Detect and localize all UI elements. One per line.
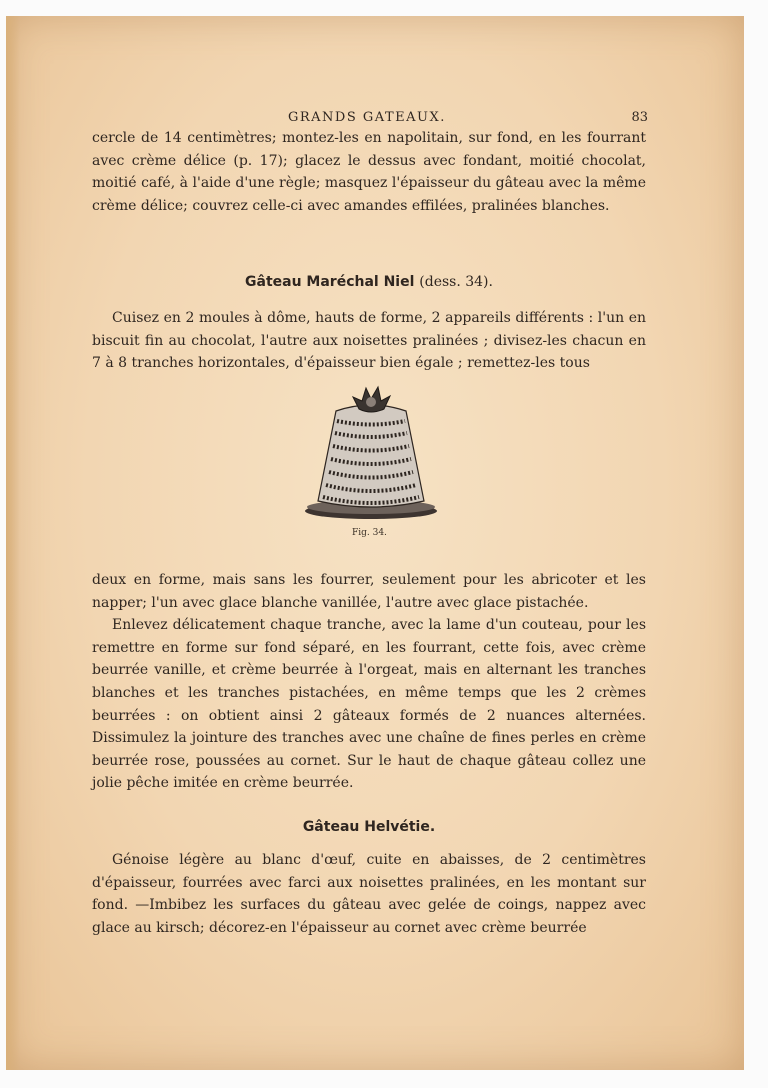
cake-illustration xyxy=(296,371,446,521)
section-heading-marechal-niel xyxy=(92,274,646,290)
marechal-niel-para-1 xyxy=(92,307,646,375)
paragraph: Cuisez en 2 moules à dôme, hauts de forme, 2 appareils différents : l'un en biscuit fin au chocolat, l'autre aux noisettes pralinées ; divisez-les chacun en 7 à 8 tranches horizontales, d'épaisseur bien égale ; remettez-les tous xyxy=(92,310,646,372)
intro-paragraph: cercle de 14 centimètres; montez-les en napolitain, sur fond, en les fourrant avec crème délice (p. 17); glacez le dessus avec fondant, moitié chocolat, moitié café, à l'aide d'une règle; masquez l'épaisseur du gâteau avec la même crème délice; couvrez celle-ci avec amandes effilées, pralinées blanches. xyxy=(92,130,646,214)
intro-paragraph-block xyxy=(92,127,646,217)
figure-caption: Fig. 34. xyxy=(352,528,387,538)
section-figure-ref: (dess. 34). xyxy=(419,274,493,290)
running-title: GRANDS GATEAUX. xyxy=(288,110,446,125)
paragraph: Enlevez délicatement chaque tranche, avec la lame d'un couteau, pour les remettre en forme sur fond séparé, en les fourrant, cette fois, avec crème beurrée vanille, et crème beurrée à l'orgeat, mais en alternant les tranches blanches et les tranches pistachées, en même temps que les 2 crèmes beurrées : on obtient ainsi 2 gâteaux formés de 2 nuances alternées. Dissimulez la jointure des tranches avec une chaîne de fines perles en crème beurrée rose, poussées au cornet. Sur le haut de chaque gâteau collez une jolie pêche imitée en crème beurrée. xyxy=(92,617,646,792)
helvetie-para-1 xyxy=(92,849,646,939)
page-number: 83 xyxy=(631,110,648,125)
book-page xyxy=(6,16,744,1070)
paragraph: deux en forme, mais sans les fourrer, seulement pour les abricoter et les napper; l'un avec glace blanche vanillée, l'autre avec glace pistachée. xyxy=(92,572,646,611)
section-title: Gâteau Helvétie. xyxy=(302,819,436,835)
section-heading-helvetie xyxy=(92,819,646,835)
section-title: Gâteau Maréchal Niel xyxy=(245,274,415,290)
marechal-niel-para-2 xyxy=(92,569,646,795)
paragraph: Génoise légère au blanc d'œuf, cuite en abaisses, de 2 centimètres d'épaisseur, fourrées avec farci aux noisettes pralinées, en les montant sur fond. —Imbibez les surfaces du gâteau avec gelée de coings, nappez avec glace au kirsch; décorez-en l'épaisseur au cornet avec crème beurrée xyxy=(92,852,646,936)
